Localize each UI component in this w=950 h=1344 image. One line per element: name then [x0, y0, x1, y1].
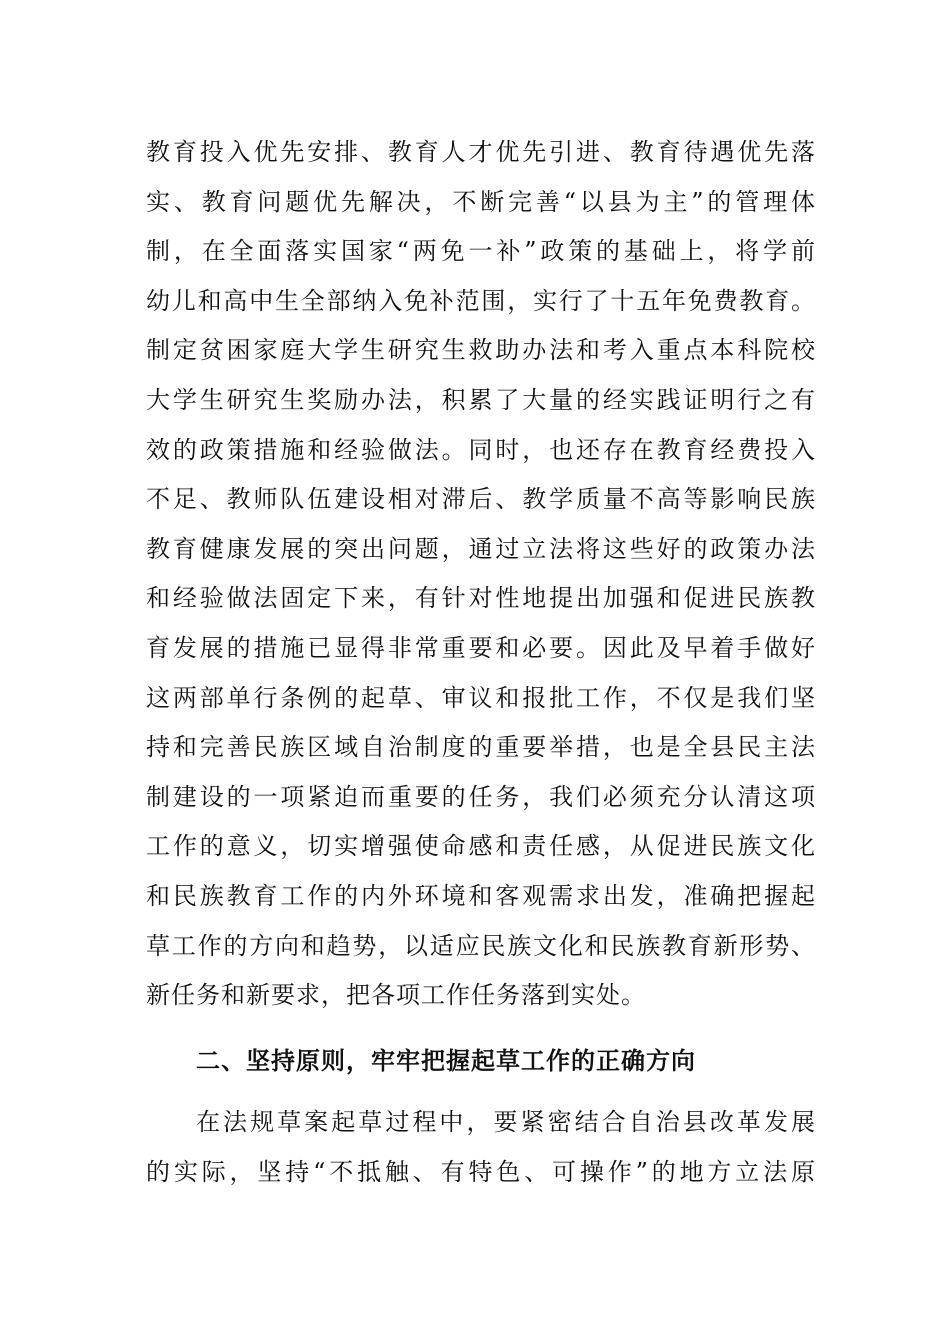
paragraph-line: 实、教育问题优先解决，不断完善“以县为主”的管理体	[146, 187, 816, 216]
paragraph-line: 和民族教育工作的内外环境和客观需求出发，准确把握起	[146, 881, 816, 910]
paragraph-line: 和经验做法固定下来，有针对性地提出加强和促进民族教	[146, 584, 816, 613]
paragraph-line: 不足、教师队伍建设相对滞后、教学质量不高等影响民族	[146, 485, 816, 514]
paragraph-line: 大学生研究生奖励办法，积累了大量的经实践证明行之有	[146, 385, 816, 414]
paragraph-line: 育发展的措施已显得非常重要和必要。因此及早着手做好	[146, 633, 816, 662]
section-heading: 二、坚持原则，牢牢把握起草工作的正确方向	[196, 1047, 696, 1075]
body-paragraph-2	[146, 1098, 816, 1197]
paragraph-line: 制定贫困家庭大学生研究生救助办法和考入重点本科院校	[146, 336, 816, 365]
paragraph-line: 草工作的方向和趋势，以适应民族文化和民族教育新形势、	[146, 931, 816, 960]
paragraph-line: 制，在全面落实国家“两免一补”政策的基础上，将学前	[146, 237, 816, 266]
paragraph-line: 制建设的一项紧迫而重要的任务，我们必须充分认清这项	[146, 782, 816, 811]
paragraph-line: 幼儿和高中生全部纳入免补范围，实行了十五年免费教育。	[146, 286, 816, 315]
paragraph-line: 教育健康发展的突出问题，通过立法将这些好的政策办法	[146, 534, 816, 563]
paragraph-line: 持和完善民族区域自治制度的重要举措，也是全县民主法	[146, 733, 816, 762]
paragraph-line: 工作的意义，切实增强使命感和责任感，从促进民族文化	[146, 832, 816, 861]
paragraph-line: 新任务和新要求，把各项工作任务落到实处。	[146, 981, 646, 1010]
paragraph-line: 教育投入优先安排、教育人才优先引进、教育待遇优先落	[146, 138, 816, 166]
paragraph-line: 在法规草案起草过程中，要紧密结合自治县改革发展	[196, 1108, 816, 1136]
paragraph-line: 效的政策措施和经验做法。同时，也还存在教育经费投入	[146, 435, 816, 464]
paragraph-line: 这两部单行条例的起草、审议和报批工作，不仅是我们坚	[146, 683, 816, 712]
body-paragraph-1	[146, 128, 816, 1021]
paragraph-line: 的实际，坚持“不抵触、有特色、可操作”的地方立法原	[146, 1157, 816, 1186]
